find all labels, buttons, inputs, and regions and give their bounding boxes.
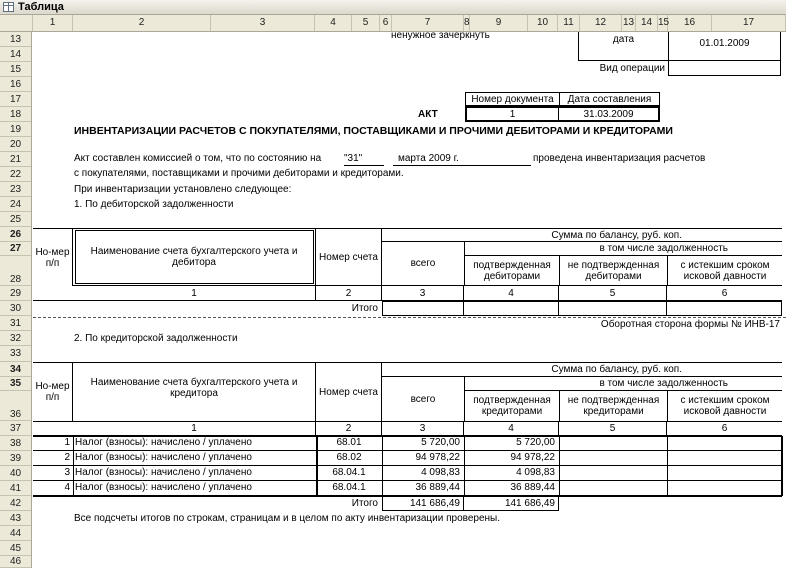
back-side-label: Оборотная сторона формы № ИНВ-17 — [600, 319, 780, 330]
t1-num-5: 5 — [559, 286, 667, 301]
row-account[interactable]: 68.01 — [336, 437, 362, 448]
column-header[interactable]: 5 — [352, 15, 380, 31]
row-header[interactable]: 44 — [0, 526, 31, 541]
row-name[interactable]: Налог (взносы): начислено / уплачено — [75, 452, 252, 463]
t1-num-4: 4 — [464, 286, 559, 301]
t2-num-4: 4 — [464, 421, 559, 436]
row-header[interactable]: 42 — [0, 496, 31, 511]
doc-number-label: Номер документа — [465, 92, 559, 106]
doc-date[interactable]: 31.03.2009 — [559, 106, 660, 122]
document-title: ИНВЕНТАРИЗАЦИИ РАСЧЕТОВ С ПОКУПАТЕЛЯМИ, ПОСТАВЩИКАМИ И ПРОЧИМИ ДЕБИТОРАМИ И КРЕДИТОРАМИ — [74, 125, 673, 137]
column-header[interactable]: 13 — [622, 15, 636, 31]
row-account[interactable]: 68.04.1 — [332, 467, 366, 478]
t2-num-3: 3 — [382, 421, 464, 436]
row-header[interactable]: 35 — [0, 377, 31, 391]
table-icon — [3, 2, 14, 12]
t2-col-sum: Сумма по балансу, руб. коп. — [382, 362, 782, 377]
t2-num-6: 6 — [721, 423, 728, 434]
t1-col-unconfirmed: не подтвержденная дебиторами — [559, 256, 667, 286]
column-header[interactable]: 10 — [528, 15, 558, 31]
column-header[interactable]: 3 — [211, 15, 315, 31]
t2-col-total: всего — [410, 393, 436, 405]
row-confirmed[interactable]: 94 978,22 — [510, 452, 555, 463]
column-header[interactable]: 7 — [392, 15, 464, 31]
t2-num-1: 1 — [73, 421, 316, 436]
row-confirmed[interactable]: 4 098,83 — [516, 467, 555, 478]
operation-label: Вид операции — [599, 63, 665, 74]
t1-num-1: 1 — [73, 286, 316, 301]
intro-month-year[interactable]: марта 2009 г. — [398, 153, 459, 164]
intro-line2: с покупателями, поставщиками и прочими дебиторами и кредиторами. — [74, 168, 404, 179]
t1-total-sum[interactable] — [382, 301, 464, 316]
t1-col-total: всего — [382, 242, 464, 286]
row-header[interactable]: 21 — [0, 152, 31, 167]
row-header[interactable]: 28 — [0, 256, 31, 286]
t2-col-num: Но-мер п/п — [33, 362, 73, 421]
t2-col-confirmed: подтвержденная кредиторами — [464, 391, 559, 421]
column-header[interactable]: 16 — [668, 15, 712, 31]
t2-col-incl: в том числе задолженность — [464, 377, 782, 391]
footer-note: Все подсчеты итогов по строкам, страницам и в целом по акту инвентаризации проверены. — [74, 513, 501, 524]
column-header[interactable]: 12 — [580, 15, 622, 31]
row-confirmed[interactable]: 5 720,00 — [516, 437, 555, 448]
row-number: 4 — [64, 482, 70, 493]
row-header[interactable]: 34 — [0, 362, 31, 377]
t1-col-name[interactable]: Наименование счета бухгалтерского учета и дебитора — [73, 228, 316, 286]
row-header[interactable]: 46 — [0, 556, 31, 568]
date-label: дата — [612, 34, 635, 45]
row-header[interactable]: 31 — [0, 316, 31, 331]
row-header[interactable]: 18 — [0, 107, 31, 122]
column-header[interactable]: 11 — [558, 15, 580, 31]
t1-total-expired[interactable] — [667, 301, 782, 316]
t2-total-label: Итого — [351, 498, 378, 509]
row-total[interactable]: 4 098,83 — [421, 467, 460, 478]
row-total[interactable]: 5 720,00 — [421, 437, 460, 448]
t2-col-account: Номер счета — [316, 362, 382, 421]
t2-col-unconfirmed: не подтвержденная кредиторами — [559, 391, 667, 421]
t2-total-confirmed[interactable]: 141 686,49 — [464, 496, 559, 511]
t2-col-expired: с истекшим сроком исковой давности — [667, 391, 782, 421]
column-header[interactable]: 9 — [470, 15, 528, 31]
t1-col-num: Но-мер п/п — [33, 228, 73, 286]
t1-total-confirmed[interactable] — [464, 301, 559, 316]
t1-num-3: 3 — [382, 286, 464, 301]
row-header[interactable]: 26 — [0, 227, 31, 242]
row-total[interactable]: 36 889,44 — [415, 482, 460, 493]
intro-line3: При инвентаризации установлено следующее: — [74, 184, 292, 195]
row-header[interactable]: 25 — [0, 212, 31, 227]
date-value[interactable]: 01.01.2009 — [699, 38, 750, 49]
row-header[interactable]: 33 — [0, 346, 31, 362]
intro-day[interactable]: "31" — [344, 153, 363, 164]
row-header[interactable]: 29 — [0, 286, 31, 301]
row-header[interactable]: 41 — [0, 481, 31, 496]
intro-text-a: Акт составлен комиссией о том, что по состоянию на — [74, 153, 322, 164]
strike-note: ненужное зачеркнуть — [391, 30, 490, 41]
doc-number[interactable]: 1 — [465, 106, 559, 122]
t1-col-incl: в том числе задолженность — [464, 242, 782, 256]
row-header[interactable]: 24 — [0, 197, 31, 212]
row-header[interactable]: 32 — [0, 331, 31, 346]
row-number: 2 — [64, 452, 70, 463]
t2-num-2: 2 — [316, 421, 382, 436]
row-name[interactable]: Налог (взносы): начислено / уплачено — [75, 482, 252, 493]
row-header-bar[interactable] — [0, 32, 32, 568]
row-account[interactable]: 68.04.1 — [332, 482, 366, 493]
row-header[interactable]: 27 — [0, 242, 31, 256]
window-title: Таблица — [18, 1, 64, 13]
row-confirmed[interactable]: 36 889,44 — [510, 482, 555, 493]
row-total[interactable]: 94 978,22 — [415, 452, 460, 463]
row-header[interactable]: 38 — [0, 436, 31, 451]
intro-text-b: проведена инвентаризация расчетов — [533, 153, 706, 164]
t1-total-label: Итого — [351, 303, 378, 314]
row-header[interactable]: 23 — [0, 182, 31, 197]
row-header[interactable]: 16 — [0, 77, 31, 92]
t2-col-name: Наименование счета бухгалтерского учета и кредитора — [73, 362, 316, 421]
column-header[interactable]: 17 — [712, 15, 786, 31]
column-header[interactable]: 1 — [33, 15, 73, 31]
page-break — [33, 317, 786, 318]
row-header[interactable]: 20 — [0, 137, 31, 152]
t1-col-sum: Сумма по балансу, руб. коп. — [382, 228, 782, 242]
column-header[interactable]: 15 — [658, 15, 668, 31]
row-header[interactable]: 15 — [0, 62, 31, 77]
t2-total-sum[interactable]: 141 686,49 — [382, 496, 464, 511]
corner-cell[interactable] — [0, 15, 33, 31]
row-number: 1 — [64, 437, 70, 448]
row-header[interactable]: 14 — [0, 47, 31, 62]
row-header[interactable]: 22 — [0, 167, 31, 182]
doc-date-label: Дата составления — [559, 92, 660, 106]
t1-col-expired: с истекшим сроком исковой давности — [667, 256, 782, 286]
row-number: 3 — [64, 467, 70, 478]
row-header[interactable]: 36 — [0, 391, 31, 421]
row-header[interactable]: 37 — [0, 421, 31, 436]
t1-num-6: 6 — [667, 286, 782, 301]
row-header[interactable]: 13 — [0, 32, 31, 47]
column-header[interactable]: 6 — [380, 15, 392, 31]
row-header[interactable]: 19 — [0, 122, 31, 137]
row-account[interactable]: 68.02 — [336, 452, 362, 463]
section2-heading: 2. По кредиторской задолженности — [74, 333, 238, 344]
row-header[interactable]: 43 — [0, 511, 31, 526]
window-titlebar — [0, 0, 786, 15]
spreadsheet-grid — [33, 32, 786, 568]
row-header[interactable]: 39 — [0, 451, 31, 466]
row-header[interactable]: 45 — [0, 541, 31, 556]
t1-col-account: Номер счета — [316, 228, 382, 286]
t1-col-confirmed: подтвержденная дебиторами — [464, 256, 559, 286]
row-header[interactable]: 30 — [0, 301, 31, 316]
column-header[interactable]: 4 — [315, 15, 352, 31]
section1-heading: 1. По дебиторской задолженности — [74, 199, 234, 210]
akt-label: АКТ — [418, 109, 438, 120]
row-name[interactable]: Налог (взносы): начислено / уплачено — [75, 467, 252, 478]
row-name[interactable]: Налог (взносы): начислено / уплачено — [75, 437, 252, 448]
column-header[interactable]: 8 — [464, 15, 470, 31]
t2-num-5: 5 — [559, 421, 667, 436]
row-header[interactable]: 40 — [0, 466, 31, 481]
t1-total-unconfirmed[interactable] — [559, 301, 667, 316]
row-header[interactable]: 17 — [0, 92, 31, 107]
column-header[interactable]: 14 — [636, 15, 658, 31]
column-header[interactable]: 2 — [73, 15, 211, 31]
t1-num-2: 2 — [316, 286, 382, 301]
